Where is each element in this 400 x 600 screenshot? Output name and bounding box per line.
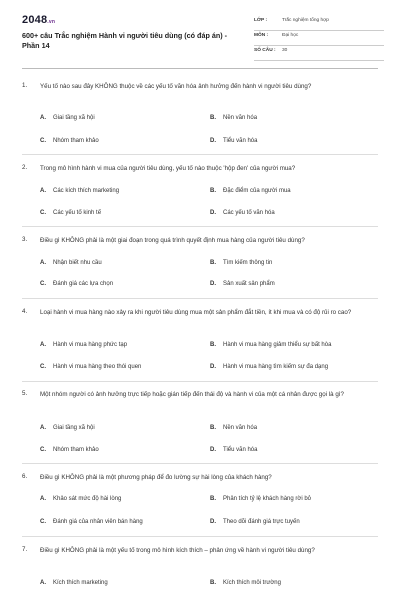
header-divider	[22, 68, 378, 69]
option-letter: C.	[40, 519, 46, 525]
meta-subject	[254, 31, 384, 46]
document-header	[22, 14, 382, 64]
option-text: Đánh giá của nhân viên bán hàng	[53, 519, 143, 525]
document-meta	[254, 16, 384, 61]
option-text: Đánh giá các lựa chọn	[53, 281, 114, 287]
meta-label: MÔN :	[254, 33, 269, 38]
option-letter: B.	[210, 342, 216, 348]
option-letter: B.	[210, 188, 216, 194]
question-text: Một nhóm người có ảnh hưởng trực tiếp hoặc gián tiếp đến thái độ và hành vi của một cá nhân được gọi là gì?	[40, 391, 344, 398]
option-letter: A.	[40, 496, 46, 502]
option-b[interactable]	[210, 580, 281, 586]
meta-count	[254, 46, 384, 61]
option-a[interactable]	[40, 425, 95, 431]
option-letter: A.	[40, 580, 46, 586]
option-letter: D.	[210, 138, 216, 144]
option-letter: D.	[210, 281, 216, 287]
question-divider	[22, 381, 378, 382]
option-letter: A.	[40, 115, 46, 121]
option-text: Nhóm tham khảo	[53, 447, 99, 453]
option-a[interactable]	[40, 115, 95, 121]
option-letter: A.	[40, 188, 46, 194]
option-text: Giai tầng xã hội	[53, 115, 95, 121]
option-text: Hành vi mua hàng theo thói quen	[53, 364, 142, 370]
option-d[interactable]	[210, 210, 275, 216]
option-letter: B.	[210, 425, 216, 431]
question-text: Loại hành vi mua hàng nào xảy ra khi người tiêu dùng mua một sản phẩm đắt tiền, ít khi mua và có độ rủi ro cao?	[40, 309, 352, 316]
question-number: 2.	[22, 164, 28, 171]
question-text: Yếu tố nào sau đây KHÔNG thuộc về các yếu tố văn hóa ảnh hưởng đến hành vi người tiêu dùng?	[40, 83, 312, 90]
option-letter: D.	[210, 210, 216, 216]
option-text: Theo dõi đánh giá trực tuyến	[223, 519, 300, 525]
option-text: Tiểu văn hóa	[223, 447, 258, 453]
option-a[interactable]	[40, 496, 121, 502]
question-divider	[22, 154, 378, 155]
option-text: Tìm kiếm thông tin	[223, 260, 273, 266]
option-letter: A.	[40, 342, 46, 348]
option-c[interactable]	[40, 364, 141, 370]
meta-label: SỐ CÂU :	[254, 48, 276, 53]
question-text: Trong mô hình hành vi mua của người tiêu dùng, yếu tố nào thuộc 'hộp đen' của người mua?	[40, 165, 296, 172]
option-text: Phân tích tỷ lệ khách hàng rời bỏ	[223, 496, 311, 502]
option-b[interactable]	[210, 115, 257, 121]
option-text: Khảo sát mức độ hài lòng	[53, 496, 122, 502]
option-letter: D.	[210, 519, 216, 525]
option-letter: B.	[210, 260, 216, 266]
option-a[interactable]	[40, 580, 108, 586]
option-d[interactable]	[210, 447, 257, 453]
meta-value: Đại học	[282, 33, 299, 38]
option-a[interactable]	[40, 188, 119, 194]
meta-value: Trắc nghiệm tổng hợp	[282, 18, 329, 23]
option-text: Giai tầng xã hội	[53, 425, 95, 431]
option-letter: D.	[210, 447, 216, 453]
option-text: Hành vi mua hàng phức tạp	[53, 342, 128, 348]
option-c[interactable]	[40, 447, 99, 453]
logo-main: 2048	[22, 14, 48, 26]
question-number: 4.	[22, 308, 28, 315]
option-d[interactable]	[210, 364, 328, 370]
option-letter: A.	[40, 425, 46, 431]
meta-value: 30	[282, 48, 288, 53]
option-text: Các yếu tố kinh tế	[53, 210, 102, 216]
option-b[interactable]	[210, 496, 311, 502]
option-letter: C.	[40, 281, 46, 287]
option-text: Hành vi mua hàng tìm kiếm sự đa dạng	[223, 364, 329, 370]
question-divider	[22, 463, 378, 464]
option-text: Đặc điểm của người mua	[223, 188, 291, 194]
option-letter: C.	[40, 210, 46, 216]
option-letter: C.	[40, 447, 46, 453]
meta-label: LỚP :	[254, 18, 268, 23]
document-title: 600+ câu Trắc nghiệm Hành vi người tiêu dùng (có đáp án) - Phần 14	[22, 31, 228, 50]
question-number: 7.	[22, 546, 28, 553]
question-number: 1.	[22, 82, 28, 89]
question-number: 5.	[22, 390, 28, 397]
option-text: Các kích thích marketing	[53, 188, 120, 194]
option-b[interactable]	[210, 342, 331, 348]
question-text: Điều gì KHÔNG phải là một yếu tố trong mô hình kích thích – phản ứng về hành vi người tiêu dùng?	[40, 547, 315, 554]
site-logo[interactable]	[22, 14, 55, 26]
option-c[interactable]	[40, 281, 113, 287]
option-a[interactable]	[40, 342, 127, 348]
question-number: 3.	[22, 236, 28, 243]
option-text: Nhận biết nhu cầu	[53, 260, 102, 266]
question-number: 6.	[22, 473, 28, 480]
option-text: Nền văn hóa	[223, 115, 258, 121]
option-text: Tiểu văn hóa	[223, 138, 258, 144]
option-letter: B.	[210, 580, 216, 586]
option-c[interactable]	[40, 519, 143, 525]
option-text: Sản xuất sản phẩm	[223, 281, 275, 287]
option-letter: A.	[40, 260, 46, 266]
question-divider	[22, 226, 378, 227]
option-b[interactable]	[210, 425, 257, 431]
option-letter: B.	[210, 115, 216, 121]
option-letter: C.	[40, 364, 46, 370]
option-text: Kích thích marketing	[53, 580, 108, 586]
option-letter: B.	[210, 496, 216, 502]
meta-class	[254, 16, 384, 31]
option-d[interactable]	[210, 519, 300, 525]
option-text: Kích thích môi trường	[223, 580, 281, 586]
option-c[interactable]	[40, 138, 99, 144]
option-text: Các yếu tố văn hóa	[223, 210, 275, 216]
option-text: Hành vi mua hàng giảm thiểu sự bất hòa	[223, 342, 332, 348]
option-letter: D.	[210, 364, 216, 370]
option-letter: C.	[40, 138, 46, 144]
option-b[interactable]	[210, 260, 272, 266]
option-d[interactable]	[210, 281, 275, 287]
question-text: Điều gì KHÔNG phải là một giai đoạn trong quá trình quyết định mua hàng của người tiêu dùng?	[40, 237, 305, 244]
option-a[interactable]	[40, 260, 102, 266]
option-c[interactable]	[40, 210, 101, 216]
option-b[interactable]	[210, 188, 291, 194]
question-divider	[22, 536, 378, 537]
option-text: Nhóm tham khảo	[53, 138, 99, 144]
question-divider	[22, 298, 378, 299]
option-text: Nền văn hóa	[223, 425, 258, 431]
logo-suffix: .vn	[47, 19, 56, 25]
option-d[interactable]	[210, 138, 257, 144]
question-text: Điều gì KHÔNG phải là một phương pháp để đo lường sự hài lòng của khách hàng?	[40, 474, 272, 481]
